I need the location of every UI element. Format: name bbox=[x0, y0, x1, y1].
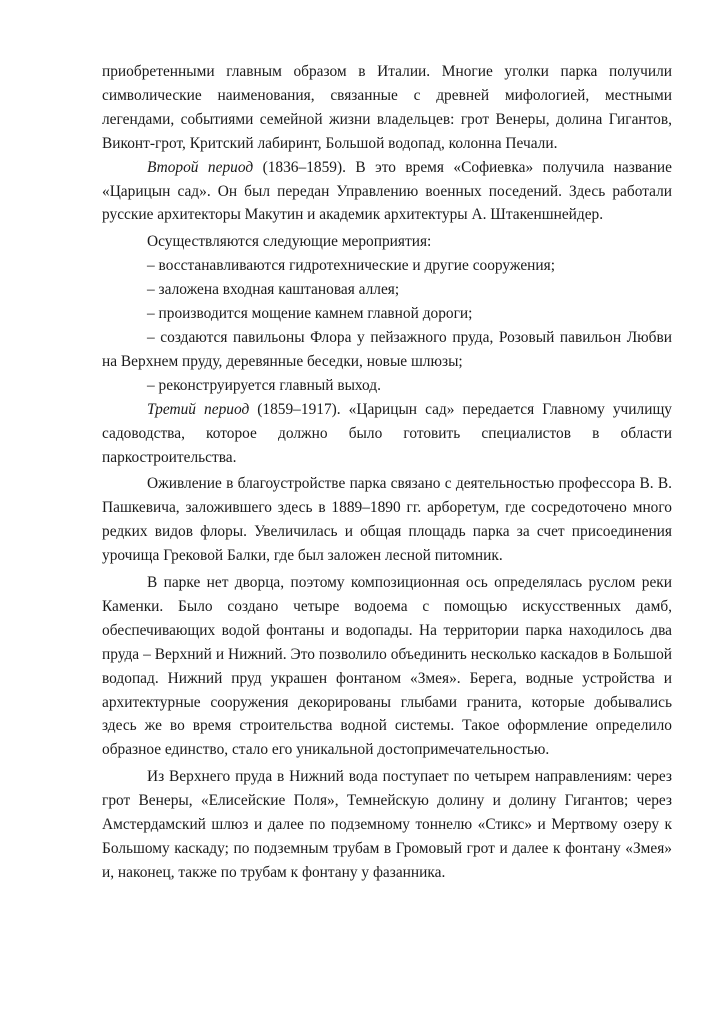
list-item-hydro: – восстанавливаются гидротехнические и другие сооружения; bbox=[147, 257, 555, 275]
paragraph-revival: Оживление в благоустройстве парка связано с деятельностью профессора В. В. Пашкевича, заложившего здесь в 1889–1890 гг. арборетум, где сосредоточено много редких видов флоры. Увеличилась и общая площадь парка за счет присоединения урочища Грековой Балки, где был заложен лесной питомник. bbox=[102, 475, 672, 565]
paragraph-water-system: В парке нет дворца, поэтому композиционная ось определялась руслом реки Каменки. Было создано четыре водоема с помощью искусственных дамб, обеспечивающих водой фонтаны и водопады. На территории парка находилось два пруда – Верхний и Нижний. Это позволило объединить несколько каскадов в Большой водопад. Нижний пруд украшен фонтаном «Змея». Берега, водные устройства и архитектурные сооружения декорированы глыбами гранита, которые добывались здесь же во время строительства водной системы. Такое оформление определило образное единство, стало его уникальной достопримечательностью. bbox=[102, 574, 672, 759]
paragraph-continuation: приобретенными главным образом в Италии. Многие уголки парка получили символические наименования, связанные с древней мифологией, местными легендами, событиями семейной жизни владельцев: грот Венеры, долина Гигантов, Виконт-грот, Критский лабиринт, Большой водопад, колонна Печали. bbox=[102, 63, 672, 152]
page-body-text bbox=[102, 60, 672, 885]
paragraph-third-period bbox=[102, 398, 672, 470]
list-item-road: – производится мощение камнем главной дороги; bbox=[147, 305, 473, 323]
second-period-heading: Второй период bbox=[147, 158, 254, 176]
second-period-text: (1836–1859). В это время «Софиевка» получила название «Царицын сад». Он был передан Управлению военных поседений. Здесь работали русские архитекторы Макутин и академик архитектуры А. Штакеншнейдер. bbox=[102, 158, 673, 224]
list-item-pavilions: – создаются павильоны Флора у пейзажного пруда, Розовый павильон Любви на Верхнем пруду, деревянные беседки, новые шлюзы; bbox=[102, 328, 672, 370]
third-period-text: (1859–1917). «Царицын сад» передается Главному училищу садоводства, которое должно было готовить специалистов в области паркостроительства. bbox=[102, 400, 672, 466]
list-item-alley: – заложена входная каштановая аллея; bbox=[147, 281, 400, 299]
paragraph-water-flow: Из Верхнего пруда в Нижний вода поступает по четырем направлениям: через грот Венеры, «Елисейские Поля», Темнейскую долину и долину Гигантов; через Амстердамский шлюз и далее по подземному тоннелю «Стикс» и Мертвому озеру к Большому каскаду; по подземным трубам в Громовый грот и далее к фонтану «Змея» и, наконец, также по трубам к фонтану у фазанника. bbox=[102, 768, 672, 881]
paragraph-second-period bbox=[102, 156, 672, 228]
paragraph-measures-intro: Осуществляются следующие мероприятия: bbox=[147, 233, 432, 251]
third-period-heading: Третий период bbox=[147, 400, 250, 418]
list-item-exit: – реконструируется главный выход. bbox=[147, 376, 381, 394]
